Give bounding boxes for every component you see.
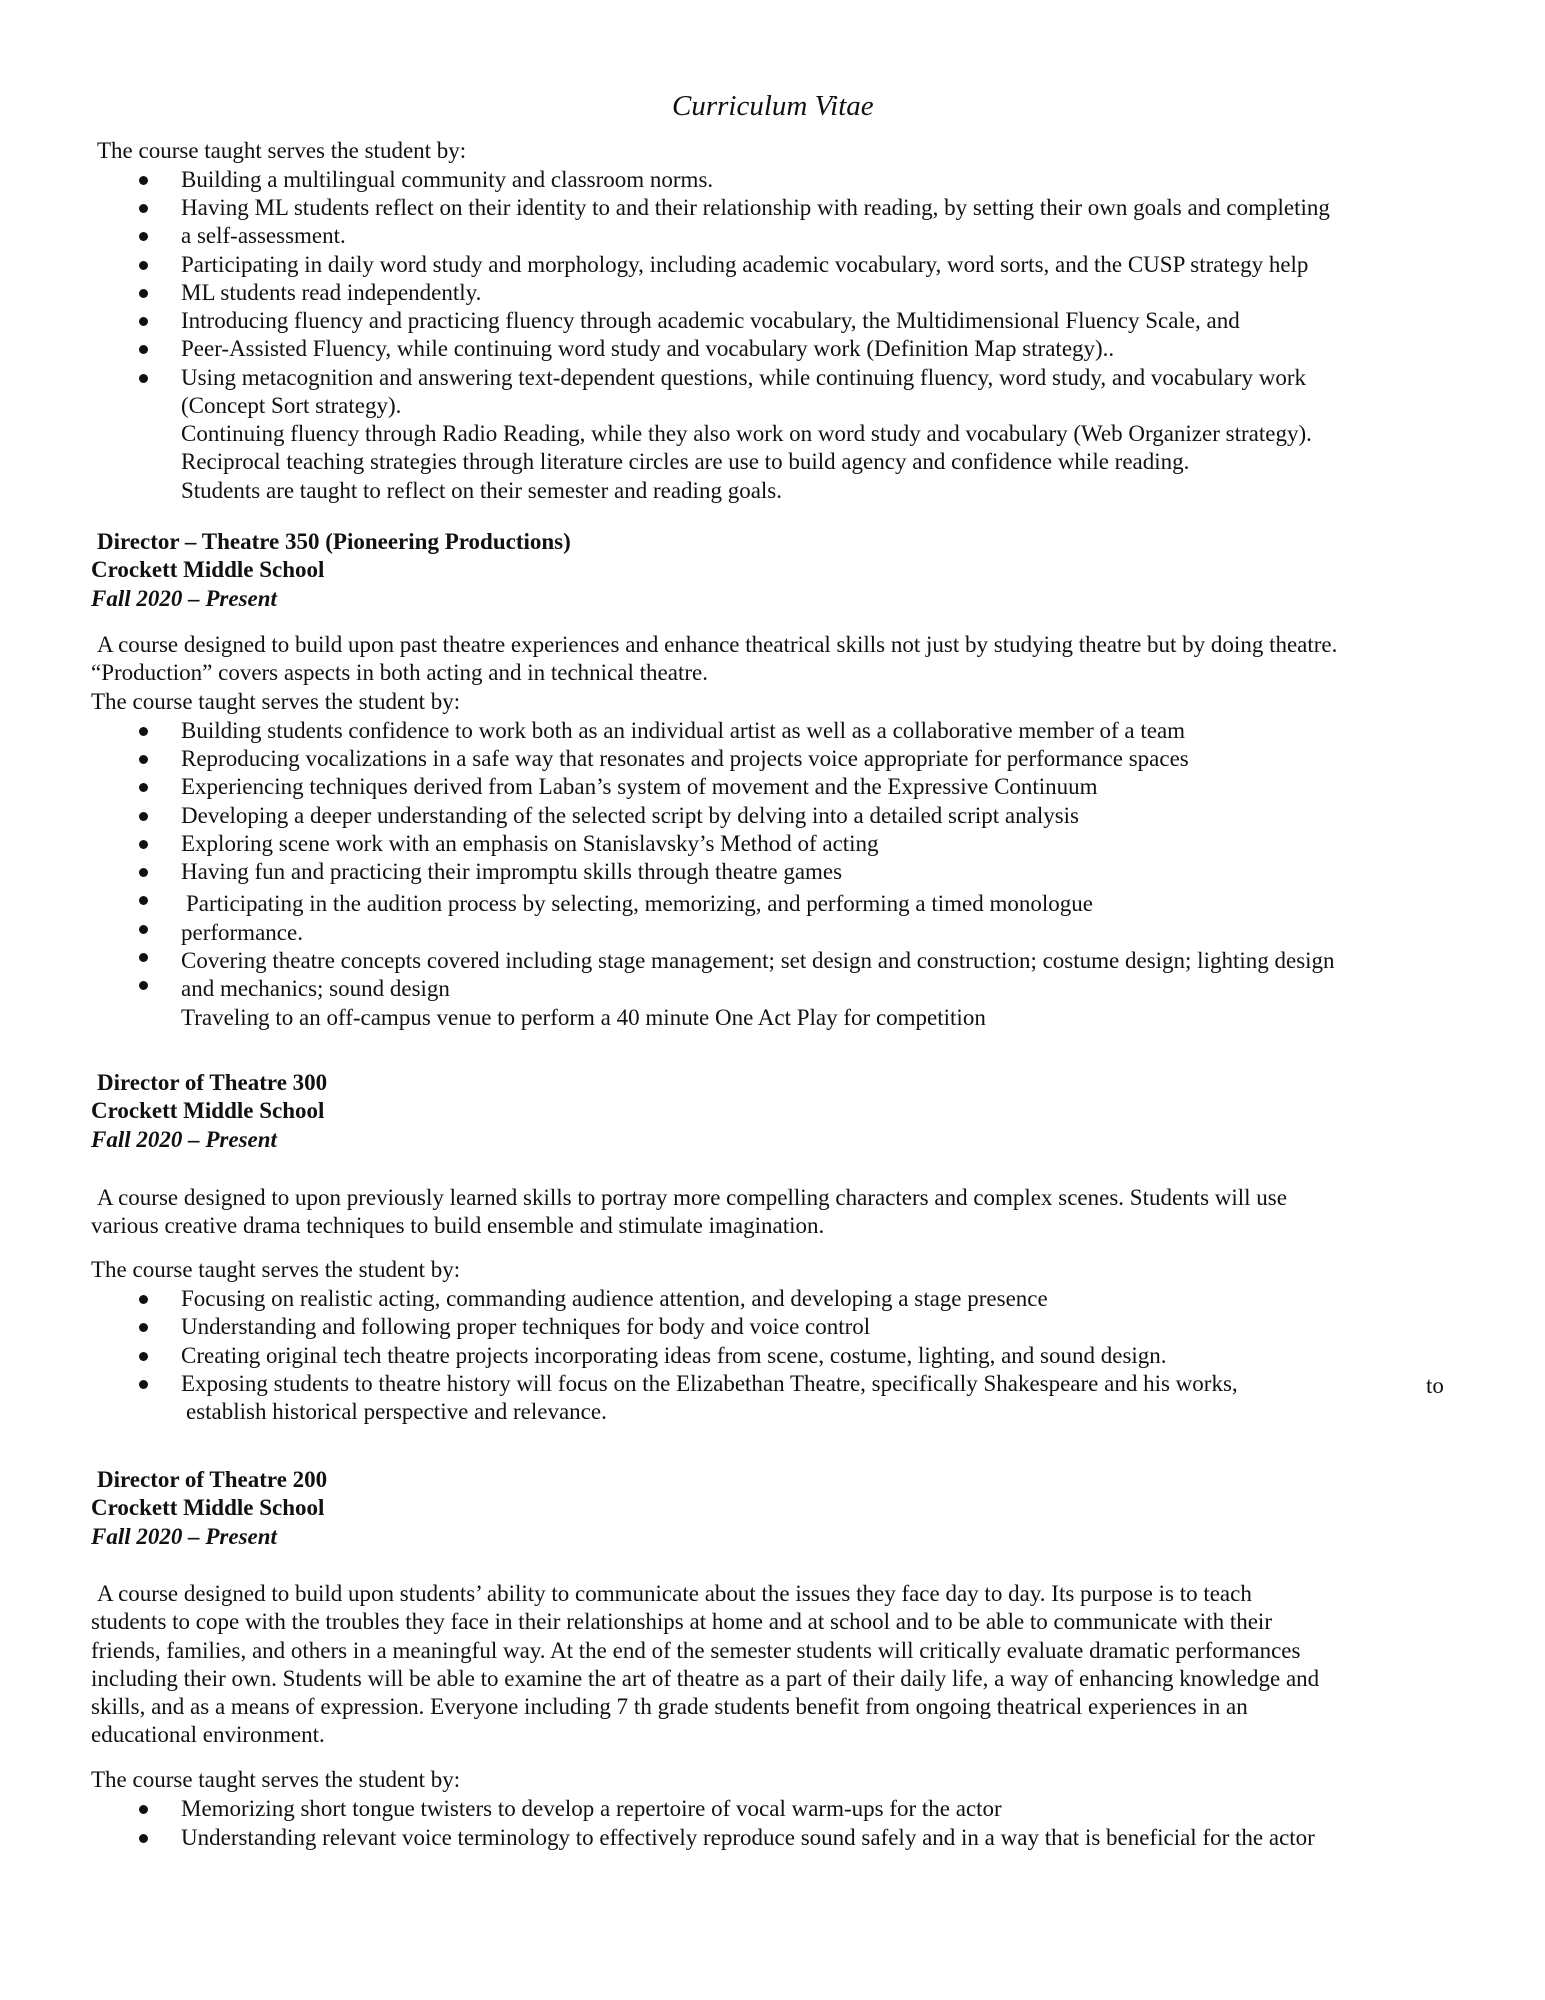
t350-dates: Fall 2020 – Present [91,586,277,611]
t300-role: Director of Theatre 300 [97,1070,328,1095]
bullet [139,1295,148,1304]
t350-intro: The course taught serves the student by: [91,689,461,714]
t300-line: establish historical perspective and relevance. [186,1399,607,1424]
t200-desc: skills, and as a means of expression. Everyone including 7 th grade students benefit from ongoing theatrical experiences in an [91,1694,1248,1719]
bullet [139,896,148,905]
t300-line-end: to [1426,1373,1444,1398]
t350-desc: “Production” covers aspects in both acting and in technical theatre. [91,660,708,685]
bullet [139,840,148,849]
bullet [139,261,148,270]
ml-line: Continuing fluency through Radio Reading, while they also work on word study and vocabulary (Web Organizer strategy). [181,421,1312,446]
bullet [139,727,148,736]
t200-line: Memorizing short tongue twisters to develop a repertoire of vocal warm-ups for the actor [181,1796,1002,1821]
t350-line: Having fun and practicing their impromptu skills through theatre games [181,859,843,884]
bullet [139,981,148,990]
ml-line: (Concept Sort strategy). [181,393,402,418]
bullet [139,1805,148,1814]
ml-line: Building a multilingual community and classroom norms. [181,167,714,192]
bullet [139,317,148,326]
bullet [139,289,148,298]
t350-school: Crockett Middle School [91,557,325,582]
t200-desc: students to cope with the troubles they face in their relationships at home and at school and to be able to communicate with their [91,1609,1272,1634]
t300-line: Creating original tech theatre projects incorporating ideas from scene, costume, lighting, and sound design. [181,1343,1167,1368]
t200-desc: A course designed to build upon students’ ability to communicate about the issues they face day to day. Its purpose is to teach [97,1581,1252,1606]
t300-line: Focusing on realistic acting, commanding audience attention, and developing a stage presence [181,1286,1048,1311]
t350-line: Building students confidence to work both as an individual artist as well as a collaborative member of a team [181,718,1186,743]
ml-line: ML students read independently. [181,280,482,305]
t200-desc: including their own. Students will be able to examine the art of theatre as a part of their daily life, a way of enhancing knowledge and [91,1666,1320,1691]
ml-line: Students are taught to reflect on their semester and reading goals. [181,478,782,503]
bullet [139,953,148,962]
bullet [139,1380,148,1389]
t200-line: Understanding relevant voice terminology to effectively reproduce sound safely and in a way that is beneficial for the actor [181,1825,1315,1850]
t200-role: Director of Theatre 200 [97,1467,328,1492]
t350-line: Traveling to an off-campus venue to perform a 40 minute One Act Play for competition [181,1005,986,1030]
t350-line: performance. [181,920,303,945]
t350-line: Participating in the audition process by selecting, memorizing, and performing a timed monologue [186,891,1094,916]
bullet [139,176,148,185]
t350-line: and mechanics; sound design [181,976,450,1001]
bullet [139,1323,148,1332]
t350-line: Developing a deeper understanding of the selected script by delving into a detailed script analysis [181,803,1079,828]
bullet [139,204,148,213]
t350-line: Covering theatre concepts covered including stage management; set design and construction; costume design; lighting design [181,948,1335,973]
page-title: Curriculum Vitae [672,90,874,122]
t300-school: Crockett Middle School [91,1098,325,1123]
t350-role: Director – Theatre 350 (Pioneering Productions) [97,529,571,554]
bullet [139,868,148,877]
bullet [139,345,148,354]
t350-desc: A course designed to build upon past theatre experiences and enhance theatrical skills not just by studying theatre but by doing theatre. [97,632,1338,657]
t300-dates: Fall 2020 – Present [91,1127,277,1152]
t200-desc: educational environment. [91,1722,325,1747]
t200-school: Crockett Middle School [91,1495,325,1520]
bullet [139,374,148,383]
t350-line: Reproducing vocalizations in a safe way that resonates and projects voice appropriate for performance spaces [181,746,1189,771]
ml-line: Participating in daily word study and morphology, including academic vocabulary, word sorts, and the CUSP strategy help [181,252,1309,277]
t200-intro: The course taught serves the student by: [91,1767,461,1792]
ml-line: Having ML students reflect on their identity to and their relationship with reading, by setting their own goals and completing [181,195,1330,220]
ml-intro: The course taught serves the student by: [97,138,467,163]
ml-line: Peer-Assisted Fluency, while continuing word study and vocabulary work (Definition Map strategy).. [181,336,1115,361]
t300-intro: The course taught serves the student by: [91,1257,461,1282]
t300-desc: various creative drama techniques to build ensemble and stimulate imagination. [91,1213,825,1238]
bullet [139,755,148,764]
t350-line: Experiencing techniques derived from Laban’s system of movement and the Expressive Continuum [181,774,1098,799]
t300-line: Understanding and following proper techniques for body and voice control [181,1314,871,1339]
t300-desc: A course designed to upon previously learned skills to portray more compelling characters and complex scenes. Students will use [97,1185,1287,1210]
ml-line: Reciprocal teaching strategies through literature circles are use to build agency and confidence while reading. [181,449,1190,474]
bullet [139,232,148,241]
bullet [139,1834,148,1843]
t200-desc: friends, families, and others in a meaningful way. At the end of the semester students will critically evaluate dramatic performances [91,1638,1301,1663]
t200-dates: Fall 2020 – Present [91,1524,277,1549]
ml-line: Using metacognition and answering text-dependent questions, while continuing fluency, word study, and vocabulary work [181,365,1307,390]
t300-line: Exposing students to theatre history will focus on the Elizabethan Theatre, specifically Shakespeare and his works, [181,1371,1238,1396]
ml-line: a self-assessment. [181,223,346,248]
bullet [139,783,148,792]
bullet [139,812,148,821]
bullet [139,1352,148,1361]
bullet [139,925,148,934]
ml-line: Introducing fluency and practicing fluency through academic vocabulary, the Multidimensional Fluency Scale, and [181,308,1240,333]
t350-line: Exploring scene work with an emphasis on Stanislavsky’s Method of acting [181,831,879,856]
